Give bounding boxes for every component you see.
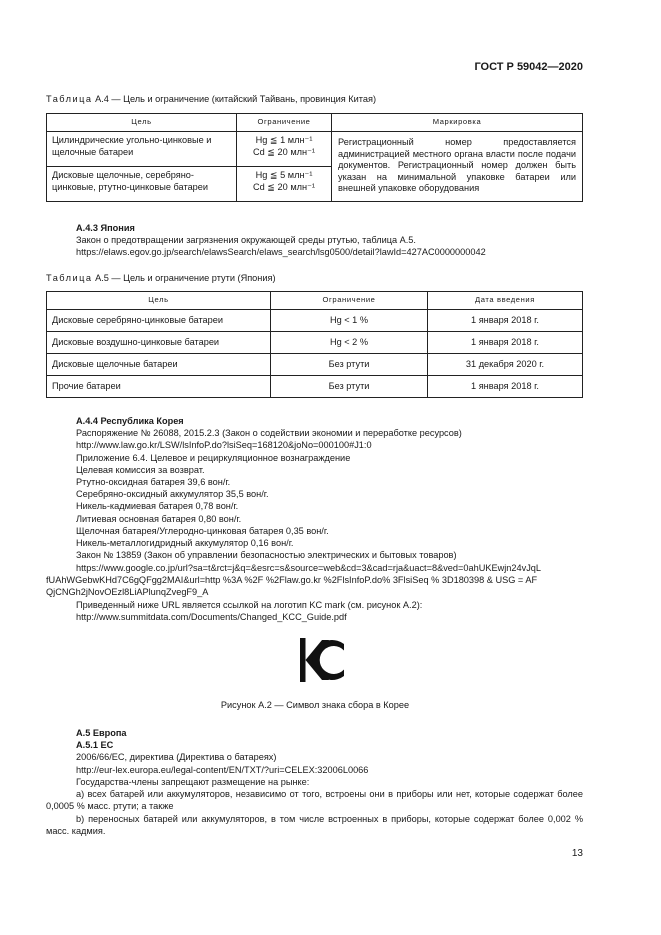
goal-cell: Прочие батареи bbox=[47, 376, 271, 398]
link-text: http://www.summitdata.com/Documents/Changed_KCC_Guide.pdf bbox=[76, 611, 347, 622]
limit-cd: Cd ≦ 20 млн⁻¹ bbox=[253, 146, 315, 157]
limit-hg: Hg ≦ 1 млн⁻¹ bbox=[255, 135, 313, 145]
link-text: QjCNGh2jNovOEzl8LiAPlunqZvegF9_A bbox=[46, 587, 209, 598]
paragraph: Никель-кадмиевая батарея 0,78 вон/г. bbox=[76, 501, 239, 512]
date-cell: 1 января 2018 г. bbox=[428, 332, 583, 354]
paragraph: Литиевая основная батарея 0,80 вон/г. bbox=[76, 513, 242, 524]
goal-cell: Дисковые щелочные, серебряно-цинковые, ртутно-цинковые батареи bbox=[47, 167, 237, 202]
table-a5 bbox=[46, 291, 583, 398]
japan-section bbox=[76, 222, 486, 259]
google-link-block bbox=[46, 562, 541, 623]
limit-cell: Hg < 1 % bbox=[271, 310, 428, 332]
link-text: fUAhWGebwKHd7C6gQFgg2MAI&url=http %3A %2F %2Flaw.go.kr %2FlsInfoP.do% 3FlsiSeq % 3D180398 & USG = AF bbox=[46, 575, 538, 586]
standard-number: ГОСТ Р 59042—2020 bbox=[474, 61, 583, 73]
table-caption-label: Таблица bbox=[46, 94, 93, 104]
limit-hg: Hg ≦ 5 млн⁻¹ bbox=[255, 170, 313, 180]
date-cell: 31 декабря 2020 г. bbox=[428, 354, 583, 376]
table-row bbox=[47, 354, 583, 376]
paragraph: Государства-члены запрещают размещение на рынке: bbox=[76, 776, 310, 787]
column-header: Маркировка bbox=[332, 114, 583, 132]
list-item-a: a) всех батарей или аккумуляторов, независимо от того, встроены они в приборы или нет, которые содержат более 0,0005 % масс. ртути; а также bbox=[46, 789, 583, 812]
limit-cell: Hg < 2 % bbox=[271, 332, 428, 354]
link-text: https://elaws.egov.go.jp/search/elawsSearch/elaws_search/lsg0500/detail?lawId=427AC0000000042 bbox=[76, 247, 486, 258]
paragraph: Щелочная батарея/Углеродно-цинковая батарея 0,35 вон/г. bbox=[76, 525, 329, 536]
limit-cell bbox=[237, 167, 332, 202]
goal-cell: Цилиндрические угольно-цинковые и щелочные батареи bbox=[47, 132, 237, 167]
table-caption-text: А.4 — Цель и ограничение (китайский Тайвань, провинция Китая) bbox=[92, 94, 377, 104]
paragraph: Никель-металлогидридный аккумулятор 0,16 вон/г. bbox=[76, 538, 294, 549]
limit-cell bbox=[237, 132, 332, 167]
paragraph: Закон о предотвращении загрязнения окружающей среды ртутью, таблица А.5. bbox=[76, 235, 416, 246]
column-header: Ограничение bbox=[237, 114, 332, 132]
page-number: 13 bbox=[571, 848, 583, 859]
table-a4-caption bbox=[46, 93, 376, 105]
kc-mark-logo bbox=[298, 636, 346, 684]
goal-cell: Дисковые щелочные батареи bbox=[47, 354, 271, 376]
table-row bbox=[47, 376, 583, 398]
table-caption-text: А.5 — Цель и ограничение ртути (Япония) bbox=[92, 273, 276, 283]
paragraph: Серебряно-оксидный аккумулятор 35,5 вон/г. bbox=[76, 489, 269, 500]
link-text: http://www.law.go.kr/LSW/lsInfoP.do?lsiSeq=168120&joNo=000100#J1:0 bbox=[76, 440, 372, 451]
column-header: Цель bbox=[47, 292, 271, 310]
section-heading: А.4.4 Республика Корея bbox=[76, 416, 184, 426]
paragraph: Приведенный ниже URL является ссылкой на логотип KC mark (см. рисунок А.2): bbox=[76, 599, 423, 610]
table-a5-caption bbox=[46, 272, 276, 284]
marking-cell: Регистрационный номер предоставляется администрацией местного органа власти после подачи документов. Регистрационный номер должен быть указан на минимальной упаковке батареи или внешней упаковке оборудования bbox=[332, 132, 583, 202]
table-row bbox=[47, 132, 583, 167]
korea-section bbox=[76, 415, 462, 561]
link-text: https://www.google.co.jp/url?sa=t&rct=j&q=&esrc=s&source=web&cd=3&cad=rja&uact=8&ved=0ahUKEwjn24vJqL bbox=[76, 563, 542, 573]
paragraph: Распоряжение № 26088, 2015.2.3 (Закон о содействии экономии и переработке ресурсов) bbox=[76, 428, 462, 439]
column-header: Дата введения bbox=[428, 292, 583, 310]
europe-section bbox=[76, 727, 368, 788]
figure-caption: Рисунок А.2 — Символ знака сбора в Корее bbox=[220, 700, 410, 710]
section-heading: А.4.3 Япония bbox=[76, 223, 135, 233]
limit-cell: Без ртути bbox=[271, 354, 428, 376]
paragraph: Ртутно-оксидная батарея 39,6 вон/г. bbox=[76, 477, 231, 488]
paragraph: 2006/66/ЕС, директива (Директива о батареях) bbox=[76, 752, 277, 763]
column-header: Ограничение bbox=[271, 292, 428, 310]
goal-cell: Дисковые воздушно-цинковые батареи bbox=[47, 332, 271, 354]
limit-cell: Без ртути bbox=[271, 376, 428, 398]
paragraph: Приложение 6.4. Целевое и рециркуляционное вознаграждение bbox=[76, 452, 351, 463]
limit-cd: Cd ≦ 20 млн⁻¹ bbox=[253, 181, 315, 192]
section-heading: А.5 Европа bbox=[76, 728, 127, 738]
date-cell: 1 января 2018 г. bbox=[428, 310, 583, 332]
table-row bbox=[47, 332, 583, 354]
paragraph: Целевая комиссия за возврат. bbox=[76, 464, 205, 475]
list-item-b: b) переносных батарей или аккумуляторов, в том числе встроенных в приборы, которые содержат более 0,002 % масс. кадмия. bbox=[46, 814, 583, 837]
paragraph: Закон № 13859 (Закон об управлении безопасностью электрических и бытовых товаров) bbox=[76, 550, 457, 561]
table-caption-label: Таблица bbox=[46, 273, 93, 283]
date-cell: 1 января 2018 г. bbox=[428, 376, 583, 398]
column-header: Цель bbox=[47, 114, 237, 132]
table-a4 bbox=[46, 113, 583, 202]
goal-cell: Дисковые серебряно-цинковые батареи bbox=[47, 310, 271, 332]
table-row bbox=[47, 310, 583, 332]
link-text: http://eur-lex.europa.eu/legal-content/EN/TXT/?uri=CELEX:32006L0066 bbox=[76, 764, 369, 775]
subsection-heading: А.5.1 ЕС bbox=[76, 740, 114, 751]
